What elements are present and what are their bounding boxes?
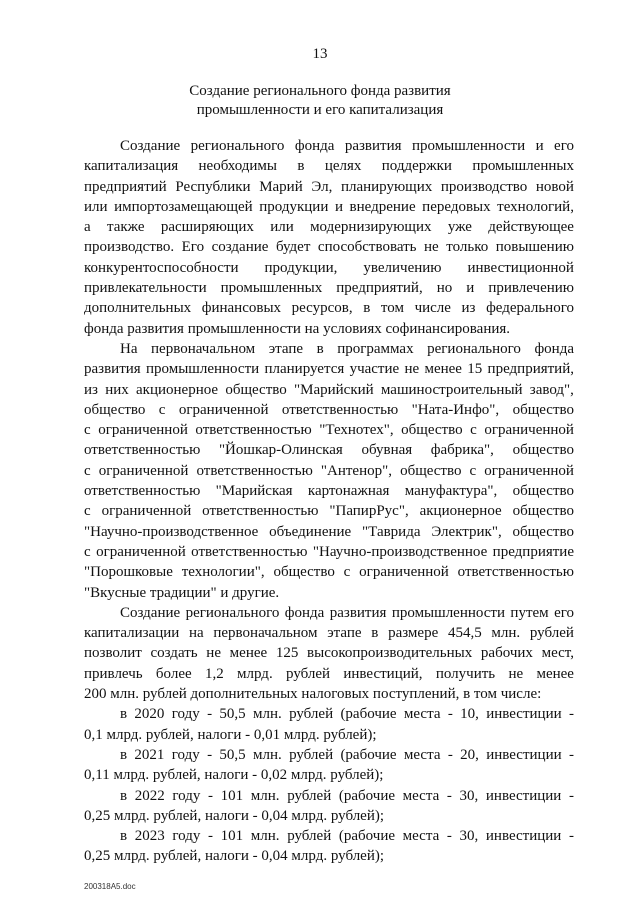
text-line: ответственностью "Марийская картонажная мануфактура", общество [84,483,574,500]
text-line: с ограниченной ответственностью "Антенор", общество с ограниченной [84,462,574,479]
text-line: ответственностью "Йошкар-Олинская обувная фабрика", общество [84,442,574,459]
text-line: "Научно-производственное объединение "Таврида Электрик", общество [84,523,574,540]
paragraph [84,704,574,745]
text-line: 0,1 млрд. рублей, налоги - 0,01 млрд. рублей); [84,726,377,743]
heading-line: Создание регионального фонда развития [189,83,451,99]
text-line: в 2021 году - 50,5 млн. рублей (рабочие места - 20, инвестиции - [120,746,574,763]
text-line: конкурентоспособности продукции, увеличению инвестиционной [84,259,574,276]
section-heading [0,82,640,120]
text-line: привлечь более 1,2 млрд. рублей инвестиций, получить не менее [84,665,574,682]
file-name-footer: 200318A5.doc [84,882,136,891]
text-line: а также расширяющих или модернизирующих уже действующее [84,219,574,236]
text-line: дополнительных финансовых ресурсов, в том числе из федерального [84,300,574,317]
text-line: производство. Его создание будет способствовать не только повышению [84,239,574,256]
text-line: Создание регионального фонда развития промышленности и его [120,138,574,154]
text-line: 0,11 млрд. рублей, налоги - 0,02 млрд. рублей); [84,767,384,784]
text-line: 0,25 млрд. рублей, налоги - 0,04 млрд. рублей); [84,848,385,865]
text-line: Создание регионального фонда развития промышленности путем его [120,604,574,621]
paragraph [84,339,574,603]
heading-line: промышленности и его капитализация [196,102,444,118]
text-line: с ограниченной ответственностью "ПапирРус", акционерное общество [84,503,574,520]
text-line: 200 млн. рублей дополнительных налоговых поступлений, в том числе: [84,686,542,703]
document-body [84,136,574,867]
text-line: в 2022 году - 101 млн. рублей (рабочие места - 30, инвестиции - [120,787,574,804]
text-line: "Вкусные традиции" и другие. [84,584,280,601]
text-line: или импортозамещающей продукции и внедрение передовых технологий, [84,198,574,215]
text-line: На первоначальном этапе в программах регионального фонда [120,340,574,357]
text-line: с ограниченной ответственностью "Научно-производственное предприятие [84,543,574,560]
text-line: фонда развития промышленности на условиях софинансирования. [84,320,511,337]
text-line: из них акционерное общество "Марийский машиностроительный завод", [84,381,574,398]
page-number: 13 [312,46,328,62]
text-line: "Порошковые технологии", общество с ограниченной ответственностью [84,564,574,581]
paragraph [84,786,574,827]
text-line: развития промышленности планируется участие не менее 15 предприятий, [84,361,574,378]
paragraph [84,745,574,786]
text-line: капитализации на первоначальном этапе в размере 454,5 млн. рублей [84,625,574,642]
paragraph [84,136,574,339]
text-line: в 2023 году - 101 млн. рублей (рабочие места - 30, инвестиции - [120,828,574,845]
text-line: с ограниченной ответственностью "Технотех", общество с ограниченной [84,422,574,439]
text-line: общество с ограниченной ответственностью "Ната-Инфо", общество [84,401,574,418]
text-line: в 2020 году - 50,5 млн. рублей (рабочие места - 10, инвестиции - [120,706,574,723]
text-line: 0,25 млрд. рублей, налоги - 0,04 млрд. рублей); [84,807,385,824]
text-line: предприятий Республики Марий Эл, планирующих производство новой [84,178,574,195]
text-line: позволит создать не менее 125 высокопроизводительных рабочих мест, [84,645,574,662]
text-line: привлекательности промышленных предприятий, но и привлечению [84,280,574,297]
paragraph [84,603,574,704]
paragraph [84,826,574,867]
text-line: капитализация необходимы в целях поддержки промышленных [84,158,574,175]
